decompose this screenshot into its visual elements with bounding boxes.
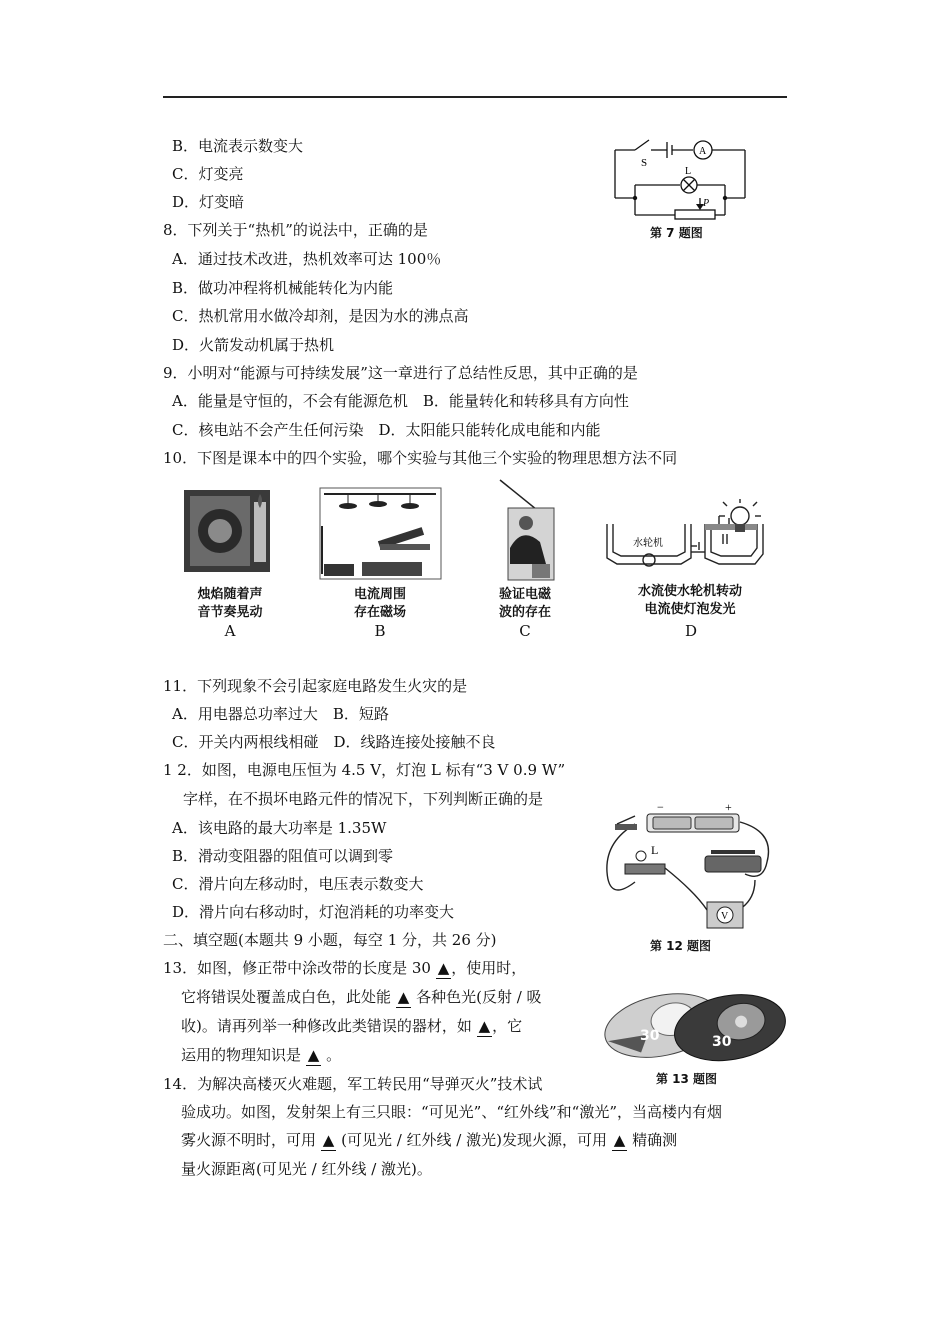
- q10-fig-b-caption-2: 存在磁场: [353, 605, 406, 620]
- q12-circuit-figure: [595, 802, 780, 934]
- q10-fig-c-caption-1: 验证电磁: [498, 587, 551, 602]
- q13-tape-label-1: 30: [640, 1028, 660, 1044]
- q13-line-3-tail: ，它: [492, 1017, 523, 1035]
- q14-line-4: 量火源距离(可见光 / 红外线 / 激光)。: [181, 1160, 432, 1178]
- q10-figure-c: [490, 478, 560, 583]
- q13-line-3-text: 收)。请再列举一种修改此类错误的器材，如: [181, 1017, 477, 1035]
- q13-blank-3: ▲: [478, 1017, 491, 1035]
- q10-figure-b: [318, 486, 443, 581]
- q13-tape-label-2: 30: [712, 1034, 732, 1050]
- q10-fig-b-letter: B: [374, 622, 386, 640]
- q12-stem-line-1: 1 2．如图，电源电压恒为 4.5 V，灯泡 L 标有“3 V 0.9 W”: [163, 761, 566, 779]
- q12-figure-caption: 第 12 题图: [650, 939, 712, 953]
- q10-stem: 10．下图是课本中的四个实验，哪个实验与其他三个实验的物理思想方法不同: [163, 449, 678, 467]
- q10-figure-a: [180, 482, 280, 582]
- q12-label-l: L: [651, 843, 659, 857]
- q8-option-d: D．火箭发动机属于热机: [172, 336, 335, 354]
- q14-blank-2: ▲: [613, 1131, 626, 1149]
- q14-line-1: 14．为解决高楼灭火难题，军工转民用“导弹灭火”技术试: [163, 1075, 543, 1093]
- q10-fig-b-caption-1: 电流周围: [353, 587, 406, 602]
- q11-options-ab: A．用电器总功率过大 B．短路: [172, 705, 389, 723]
- q12-label-minus: −: [657, 802, 664, 814]
- q13-blank-1: ▲: [437, 959, 450, 977]
- q13-line-4-tail: 。: [321, 1046, 342, 1064]
- q8-stem: 8．下列关于“热机”的说法中，正确的是: [163, 221, 428, 239]
- q13-line-1-text: 13．如图，修正带中涂改带的长度是 30: [163, 959, 436, 977]
- top-rule: [163, 96, 787, 98]
- q12-stem-line-2: 字样，在不损坏电路元件的情况下，下列判断正确的是: [183, 790, 544, 808]
- q13-figure-caption: 第 13 题图: [656, 1072, 718, 1086]
- q10-fig-a-caption-2: 音节奏晃动: [197, 605, 263, 620]
- q8-option-a: A．通过技术改进，热机效率可达 100％: [172, 250, 442, 268]
- section-2-heading: 二、填空题(本题共 9 小题，每空 1 分，共 26 分): [163, 931, 497, 949]
- q14-line-3-text: 雾火源不明时，可用: [181, 1131, 321, 1149]
- q10-fig-d-caption-2: 电流使灯泡发光: [644, 602, 736, 617]
- q10-fig-a-letter: A: [224, 622, 236, 640]
- q10-fig-d-waterwheel-label: 水轮机: [633, 538, 663, 549]
- q7-label-l: L: [685, 166, 692, 177]
- q7-option-d: D．灯变暗: [172, 193, 245, 211]
- q13-line-3: [181, 1016, 522, 1037]
- q13-line-1: [163, 958, 526, 979]
- q12-option-c: C．滑片向左移动时，电压表示数变大: [172, 875, 424, 893]
- q14-line-3: [181, 1130, 677, 1151]
- q7-label-a: A: [699, 146, 707, 157]
- q13-line-4-text: 运用的物理知识是: [181, 1046, 306, 1064]
- q10-fig-c-letter: C: [519, 622, 531, 640]
- q7-circuit-figure: [605, 130, 760, 220]
- q9-options-ab: A．能量是守恒的，不会有能源危机 B．能量转化和转移具有方向性: [172, 392, 629, 410]
- q7-figure-caption: 第 7 题图: [650, 226, 703, 240]
- q12-option-d: D．滑片向右移动时，灯泡消耗的功率变大: [172, 903, 455, 921]
- q7-label-s: S: [641, 157, 648, 169]
- q9-options-cd: C．核电站不会产生任何污染 D．太阳能只能转化成电能和内能: [172, 421, 601, 439]
- q13-line-4: [181, 1045, 341, 1066]
- q13-line-2: [181, 987, 542, 1008]
- q14-line-2: 验成功。如图，发射架上有三只眼：“可见光”、“红外线”和“激光”，当高楼内有烟: [181, 1103, 723, 1121]
- q7-label-p: P: [703, 198, 710, 209]
- q14-line-3-mid: (可见光 / 红外线 / 激光)发现火源，可用: [336, 1131, 612, 1149]
- q12-label-plus: +: [725, 802, 732, 814]
- q12-option-a: A．该电路的最大功率是 1.35W: [172, 819, 387, 837]
- q10-fig-c-caption-2: 波的存在: [498, 605, 551, 620]
- q10-fig-d-letter: D: [684, 622, 698, 640]
- q13-line-1-tail: ，使用时，: [451, 959, 527, 977]
- q14-line-3-tail: 精确测: [627, 1131, 678, 1149]
- q13-line-2-text: 它将错误处覆盖成白色，此处能: [181, 988, 396, 1006]
- q12-option-b: B．滑动变阻器的阻值可以调到零: [172, 847, 394, 865]
- q11-options-cd: C．开关内两根线相碰 D．线路连接处接触不良: [172, 733, 496, 751]
- q10-figure-d: [605, 494, 785, 578]
- q11-stem: 11．下列现象不会引起家庭电路发生火灾的是: [163, 677, 468, 695]
- q10-fig-a-caption-1: 烛焰随着声: [197, 587, 263, 602]
- q10-fig-d-caption-1: 水流使水轮机转动: [637, 584, 742, 599]
- q8-option-c: C．热机常用水做冷却剂，是因为水的沸点高: [172, 307, 469, 325]
- q8-option-b: B．做功冲程将机械能转化为内能: [172, 279, 394, 297]
- q7-option-c: C．灯变亮: [172, 165, 244, 183]
- q9-stem: 9．小明对“能源与可持续发展”这一章进行了总结性反思，其中正确的是: [163, 364, 638, 382]
- q13-line-2-tail: 各种色光(反射 / 吸: [411, 988, 542, 1006]
- q12-label-v: V: [721, 911, 729, 922]
- q13-blank-2: ▲: [397, 988, 410, 1006]
- q13-blank-4: ▲: [307, 1046, 320, 1064]
- q14-blank-1: ▲: [322, 1131, 335, 1149]
- q13-correction-tape-figure: [600, 978, 790, 1066]
- q7-option-b: B．电流表示数变大: [172, 137, 304, 155]
